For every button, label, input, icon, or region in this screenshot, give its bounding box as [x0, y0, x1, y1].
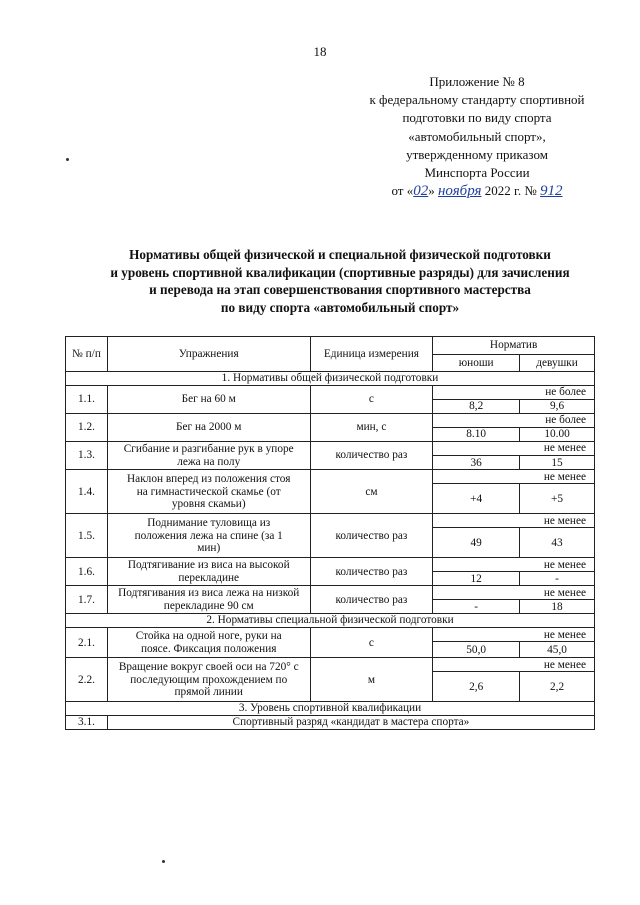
page-number: 18 — [313, 44, 327, 59]
header-exercise: Упражнения — [107, 337, 310, 372]
header-num: № п/п — [66, 337, 108, 372]
appendix-block — [352, 73, 602, 200]
scan-speck — [66, 158, 69, 161]
row-num: 1.7. — [66, 586, 108, 614]
row-exercise: Бег на 2000 м — [107, 414, 310, 442]
row-unit: с — [310, 628, 433, 658]
row-exercise: Сгибание и разгибание рук в упоре лежа на полу — [107, 442, 310, 470]
row-condition: не менее — [433, 442, 595, 456]
appendix-line: Минспорта России — [424, 165, 530, 181]
row-num: 2.2. — [66, 658, 108, 702]
row-condition: не менее — [433, 558, 595, 572]
row-num: 1.5. — [66, 514, 108, 558]
row-qualification: Спортивный разряд «кандидат в мастера спорта» — [107, 716, 594, 730]
year-part: 2022 г. № — [481, 183, 541, 199]
header-unit: Единица измерения — [310, 337, 433, 372]
document-title — [60, 246, 620, 316]
row-exercise: Стойка на одной ноге, руки на поясе. Фиксация положения — [107, 628, 310, 658]
row-unit: см — [310, 470, 433, 514]
appendix-line: к федеральному стандарту спортивной — [369, 92, 585, 108]
header-girls: девушки — [520, 354, 595, 372]
header-norm: Норматив — [433, 337, 595, 355]
row-unit: с — [310, 386, 433, 414]
row-girls-value: 45,0 — [520, 642, 595, 658]
date-mid: » — [428, 183, 438, 199]
row-num: 1.1. — [66, 386, 108, 414]
header-boys: юноши — [433, 354, 520, 372]
row-unit: количество раз — [310, 586, 433, 614]
section-heading: 2. Нормативы специальной физической подготовки — [66, 614, 595, 628]
row-boys-value: +4 — [433, 484, 520, 514]
title-line: и перевода на этап совершенствования спортивного мастерства — [149, 282, 531, 297]
title-line: по виду спорта «автомобильный спорт» — [220, 299, 460, 315]
row-girls-value: 18 — [520, 600, 595, 614]
row-exercise: Подтягивание из виса на высокой перекладине — [107, 558, 310, 586]
appendix-line: «автомобильный спорт», — [408, 128, 546, 144]
row-num: 2.1. — [66, 628, 108, 658]
row-num: 1.6. — [66, 558, 108, 586]
section-heading: 3. Уровень спортивной квалификации — [66, 702, 595, 716]
title-line: и уровень спортивной квалификации (спортивные разряды) для зачисления — [110, 264, 570, 280]
date-prefix: от « — [391, 183, 414, 199]
handwritten-day: 02 — [413, 183, 429, 200]
order-date-line — [352, 182, 602, 200]
row-unit: м — [310, 658, 433, 702]
row-girls-value: 9,6 — [520, 400, 595, 414]
row-exercise: Подтягивания из виса лежа на низкой перекладине 90 см — [107, 586, 310, 614]
row-num: 3.1. — [66, 716, 108, 730]
row-girls-value: +5 — [520, 484, 595, 514]
row-unit: мин, с — [310, 414, 433, 442]
handwritten-order-number: 912 — [540, 183, 563, 200]
appendix-line: утвержденному приказом — [406, 146, 548, 162]
row-num: 1.4. — [66, 470, 108, 514]
row-girls-value: 43 — [520, 528, 595, 558]
row-condition: не менее — [433, 628, 595, 642]
row-num: 1.2. — [66, 414, 108, 442]
row-girls-value: 10.00 — [520, 428, 595, 442]
row-unit: количество раз — [310, 442, 433, 470]
row-condition: не менее — [433, 658, 595, 672]
row-unit: количество раз — [310, 514, 433, 558]
row-boys-value: 49 — [433, 528, 520, 558]
row-girls-value: 15 — [520, 456, 595, 470]
row-condition: не более — [433, 386, 595, 400]
appendix-line: подготовки по виду спорта — [402, 110, 552, 126]
row-unit: количество раз — [310, 558, 433, 586]
row-boys-value: 36 — [433, 456, 520, 470]
row-boys-value: 50,0 — [433, 642, 520, 658]
row-exercise: Наклон вперед из положения стоя на гимнастической скамье (от уровня скамьи) — [107, 470, 310, 514]
row-boys-value: 12 — [433, 572, 520, 586]
standards-table — [65, 336, 595, 730]
section-heading: 1. Нормативы общей физической подготовки — [66, 372, 595, 386]
row-boys-value: 2,6 — [433, 672, 520, 702]
row-condition: не менее — [433, 514, 595, 528]
row-boys-value: 8.10 — [433, 428, 520, 442]
row-condition: не менее — [433, 470, 595, 484]
row-boys-value: - — [433, 600, 520, 614]
row-exercise: Вращение вокруг своей оси на 720° с последующим прохождением по прямой линии — [107, 658, 310, 702]
handwritten-month: ноября — [437, 183, 482, 200]
row-num: 1.3. — [66, 442, 108, 470]
title-line: Нормативы общей физической и специальной физической подготовки — [129, 247, 551, 262]
scan-speck — [162, 860, 165, 863]
row-condition: не более — [433, 414, 595, 428]
row-girls-value: 2,2 — [520, 672, 595, 702]
row-girls-value: - — [520, 572, 595, 586]
row-condition: не менее — [433, 586, 595, 600]
row-exercise: Поднимание туловища из положения лежа на спине (за 1 мин) — [107, 514, 310, 558]
row-boys-value: 8,2 — [433, 400, 520, 414]
appendix-line: Приложение № 8 — [429, 74, 525, 89]
row-exercise: Бег на 60 м — [107, 386, 310, 414]
